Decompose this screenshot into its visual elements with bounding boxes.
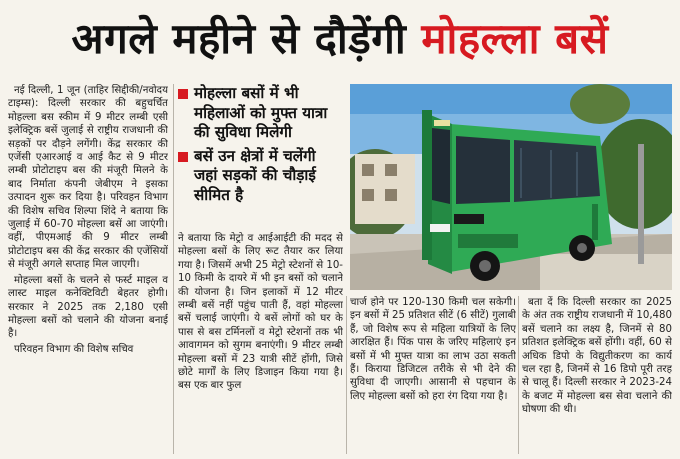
column-divider — [518, 296, 519, 454]
headline-red-part: मोहल्ला बसें — [421, 14, 609, 63]
highlight-text: बसें उन क्षेत्रों में चलेंगी जहां सड़कों की चौड़ाई सीमित है — [194, 146, 316, 204]
headline-black-part: अगले महीने से दौड़ेंगी — [71, 14, 407, 63]
article-column-4 — [522, 296, 672, 454]
paragraph: ने बताया कि मेट्रो व आईआईटी की मदद से मोहल्ला बसों के लिए रूट तैयार कर लिया गया है। जिसमें अभी 25 मेट्रो स्टेशनों से 10-10 किमी के दायरे में भी इन बसों को चलाने की योजना है। जिन इलाकों में 12 मीटर लम्बी बसें नहीं पहुंच पाती हैं, वहां मोहल्ला बसें चलाई जाएंगी। ये बसें लोगों को घर के पास से बस टर्मिनलों व मेट्रो स्टेशनों तक भी आवागमन को सुगम बनाएंगी। 9 मीटर लम्बी मोहल्ला बसों में 23 यात्री सीटें होंगी, जिसे छोटे मार्गों के लिए डिजाइन किया गया है। बस एक बार फुल — [178, 233, 343, 392]
paragraph: परिवहन विभाग की विशेष सचिव — [14, 343, 134, 355]
green-electric-bus-image — [350, 84, 672, 290]
highlight-text: मोहल्ला बसों में भी महिलाओं को मुफ्त यात्रा की सुविधा मिलेगी — [194, 84, 328, 141]
paragraph: मोहल्ला बसों के चलने से फर्स्ट माइल व लास्ट माइल कनेक्टिविटी बेहतर होगी। सरकार ने 2025 तक 2,180 एसी मोहल्ला बसों को चलाने की योजना बनाई है। — [8, 274, 168, 340]
paragraph: बता दें कि दिल्ली सरकार का 2025 के अंत तक राष्ट्रीय राजधानी में 10,480 बसें चलाने का लक्ष्य है, जिनमें से 80 प्रतिशत इलेक्ट्रिक बसें होंगी। वहीं, 60 से अधिक डिपो के विद्युतीकरण का कार्य चल रहा है, जिनमें से 16 डिपो पूरी तरह से चालू हैं। दिल्ली सरकार ने 2023-24 के बजट में मोहल्ला बस सेवा चलाने की घोषणा की थी। — [522, 297, 672, 416]
article-column-1 — [8, 84, 168, 454]
article-column-3 — [350, 296, 516, 454]
red-square-bullet-icon — [178, 152, 188, 162]
highlight-item — [178, 84, 343, 143]
column-divider — [346, 296, 347, 454]
headline — [0, 0, 680, 78]
column-divider — [173, 84, 174, 454]
paragraph: नई दिल्ली, 1 जून (ताहिर सिद्दीकी/नवोदय टाइम्स): दिल्ली सरकार की बहुचर्चित मोहल्ला बस स्कीम में 9 मीटर लम्बी एसी इलेक्ट्रिक बसें जुलाई से राष्ट्रीय राजधानी की सड़कों पर दौड़ने लगेंगी। केंद्र सरकार की एजेंसी एआरआई व आई कैट से 9 मीटर लम्बी प्रोटोटाइप बस की मंजूरी मिलने के बाद निर्माता कंपनी जेबीएम ने इसका उत्पादन शुरू कर दिया है। परिवहन विभाग की विशेष सचिव शिल्पा शिंदे ने बताया कि जुलाई में 60-70 मोहल्ला बसें आ जाएंगी। वहीं, पीएमआई की 9 मीटर लम्बी प्रोटोटाइप बस की केंद्र सरकार की एजेंसियों से मंजूरी अगले सप्ताह मिल जाएगी। — [8, 85, 168, 271]
highlight-item — [178, 147, 343, 206]
bus-photo — [350, 84, 672, 290]
article-column-2 — [178, 232, 343, 454]
red-square-bullet-icon — [178, 89, 188, 99]
highlights-box — [178, 84, 343, 228]
paragraph: चार्ज होने पर 120-130 किमी चल सकेगी। इन बसों में 25 प्रतिशत सीटें (6 सीटें) गुलाबी हैं, जो विशेष रूप से महिला यात्रियों के लिए आरक्षित हैं। पिंक पास के जरिए महिलाएं इन बसों में भी मुफ्त यात्रा का लाभ उठा सकती हैं। किराया डिजिटल तरीके से भी देने की सुविधा दी जाएगी। आसानी से पहचान के लिए मोहल्ला बसों को हरा रंग दिया गया है। — [350, 297, 516, 402]
